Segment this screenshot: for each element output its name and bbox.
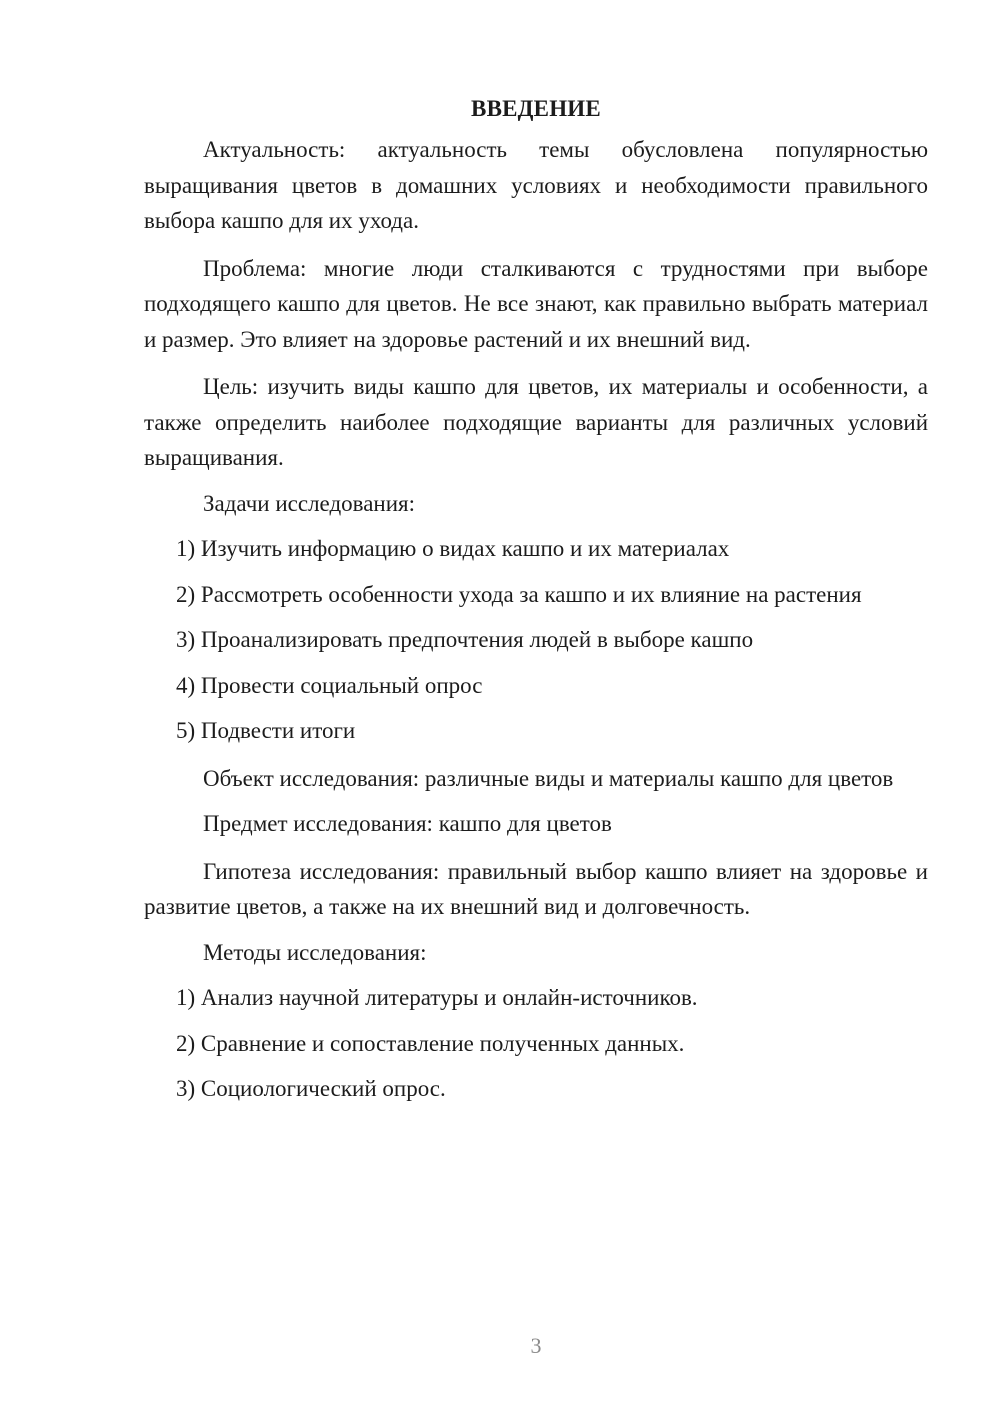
goal-paragraph: Цель: изучить виды кашпо для цветов, их материалы и особенности, а также определить наиболее подходящие варианты для различных условий выращивания. <box>144 374 928 470</box>
list-item: 1) Анализ научной литературы и онлайн-источников. <box>176 985 698 1010</box>
hypothesis-paragraph: Гипотеза исследования: правильный выбор кашпо влияет на здоровье и развитие цветов, а также на их внешний вид и долговечность. <box>144 858 928 919</box>
methods-list <box>144 970 928 1107</box>
list-item: 2) Рассмотреть особенности ухода за кашпо и их влияние на растения <box>176 581 862 607</box>
list-item: 3) Проанализировать предпочтения людей в выборе кашпо <box>176 627 754 652</box>
page-number: 3 <box>530 1333 542 1358</box>
object-paragraph: Объект исследования: различные виды и материалы кашпо для цветов <box>203 765 894 791</box>
tasks-list <box>144 521 928 749</box>
list-item: 5) Подвести итоги <box>176 718 356 743</box>
tasks-heading: Задачи исследования: <box>203 490 416 516</box>
page-content <box>144 92 928 1107</box>
list-item: 3) Социологический опрос. <box>176 1076 446 1101</box>
subject-paragraph: Предмет исследования: кашпо для цветов <box>203 811 612 836</box>
list-item: 1) Изучить информацию о видах кашпо и их материалах <box>176 536 730 561</box>
page-title: ВВЕДЕНИЕ <box>471 96 601 121</box>
list-item: 2) Сравнение и сопоставление полученных данных. <box>176 1030 685 1056</box>
methods-heading: Методы исследования: <box>203 939 427 965</box>
list-item: 4) Провести социальный опрос <box>176 672 483 698</box>
relevance-paragraph: Актуальность: актуальность темы обусловлена популярностью выращивания цветов в домашних условиях и необходимости правильного выбора кашпо для их ухода. <box>144 137 928 233</box>
problem-paragraph: Проблема: многие люди сталкиваются с трудностями при выборе подходящего кашпо для цветов. Не все знают, как правильно выбрать материал и размер. Это влияет на здоровье растений и их внешний вид. <box>144 255 928 352</box>
